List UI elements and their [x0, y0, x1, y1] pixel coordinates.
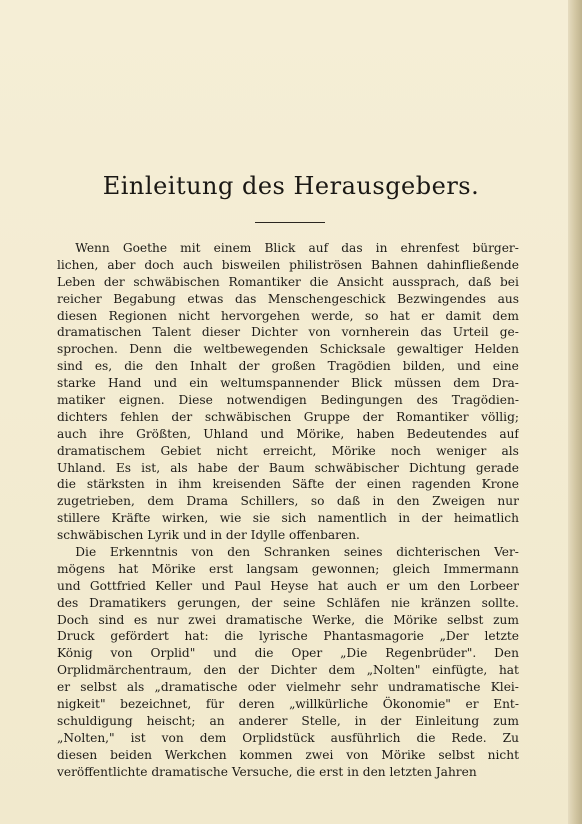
text-line: matiker eignen. Diese notwendigen Bedingungen des Tragödien-: [57, 393, 519, 408]
text-line: des Dramatikers gerungen, der seine Schläfen nie kränzen sollte.: [57, 595, 519, 610]
text-line: nigkeit" bezeichnet, für deren „willkürliche Ökonomie" er Ent-: [57, 697, 519, 712]
text-line: veröffentlichte dramatische Versuche, die erst in den letzten Jahren: [57, 764, 477, 779]
text-line: sprochen. Denn die weltbewegenden Schicksale gewaltiger Helden: [57, 342, 519, 357]
text-line: mögens hat Mörike erst langsam gewonnen; gleich Immermann: [57, 561, 519, 576]
text-line: und Gottfried Keller und Paul Heyse hat auch er um den Lorbeer: [57, 578, 519, 593]
paragraph: [57, 544, 519, 780]
text-line: die stärksten in ihm kreisenden Säfte der einen ragenden Krone: [57, 477, 519, 492]
text-line: König von Orplid" und die Oper „Die Regenbrüder". Den: [57, 646, 519, 661]
text-line: starke Hand und ein weltumspannender Blick müssen dem Dra-: [57, 376, 519, 391]
page-gutter: [568, 0, 582, 824]
text-line: dramatischem Gebiet nicht erreicht, Mörike noch weniger als: [57, 443, 519, 458]
text-line: schuldigung heischt; an anderer Stelle, in der Einleitung zum: [57, 713, 519, 728]
text-line: Orplidmärchentraum, den der Dichter dem „Nolten" einfügte, hat: [57, 663, 519, 678]
text-line: diesen Regionen nicht hervorgehen werde, so hat er damit dem: [57, 308, 519, 323]
text-line: diesen beiden Werkchen kommen zwei von Mörike selbst nicht: [57, 747, 519, 762]
text-line: „Nolten," ist von dem Orplidstück ausführlich die Rede. Zu: [57, 730, 519, 745]
text-line: dramatischen Talent dieser Dichter von vornherein das Urteil ge-: [57, 325, 519, 340]
paragraph: [57, 240, 519, 544]
text-line: stillere Kräfte wirken, wie sie sich namentlich in der heimatlich: [57, 511, 519, 526]
text-line: Uhland. Es ist, als habe der Baum schwäbischer Dichtung gerade: [57, 460, 519, 475]
text-line: dichters fehlen der schwäbischen Gruppe der Romantiker völlig;: [57, 409, 519, 424]
text-line: reicher Begabung etwas das Menschengeschick Bezwingendes aus: [57, 291, 519, 306]
text-line: zugetrieben, dem Drama Schillers, so daß in den Zweigen nur: [57, 494, 519, 509]
chapter-title: Einleitung des Herausgebers.: [102, 172, 480, 200]
text-line: Die Erkenntnis von den Schranken seines dichterischen Ver-: [57, 545, 519, 560]
text-line: auch ihre Größten, Uhland und Mörike, haben Bedeutendes auf: [57, 426, 519, 441]
text-line: Doch sind es nur zwei dramatische Werke, die Mörike selbst zum: [57, 612, 519, 627]
body-text: [57, 240, 519, 781]
text-line: Leben der schwäbischen Romantiker die Ansicht aussprach, daß bei: [57, 274, 519, 289]
text-line: schwäbischen Lyrik und in der Idylle offenbaren.: [57, 528, 360, 543]
text-line: Druck gefördert hat: die lyrische Phantasmagorie „Der letzte: [57, 629, 519, 644]
text-line: er selbst als „dramatische oder vielmehr sehr undramatische Klei-: [57, 680, 519, 695]
text-line: Wenn Goethe mit einem Blick auf das in ehrenfest bürger-: [57, 241, 519, 255]
text-line: sind es, die den Inhalt der großen Tragödien bilden, und eine: [57, 359, 519, 374]
title-rule: [255, 222, 325, 223]
text-line: lichen, aber doch auch bisweilen philiströsen Bahnen dahinfließende: [57, 257, 519, 272]
